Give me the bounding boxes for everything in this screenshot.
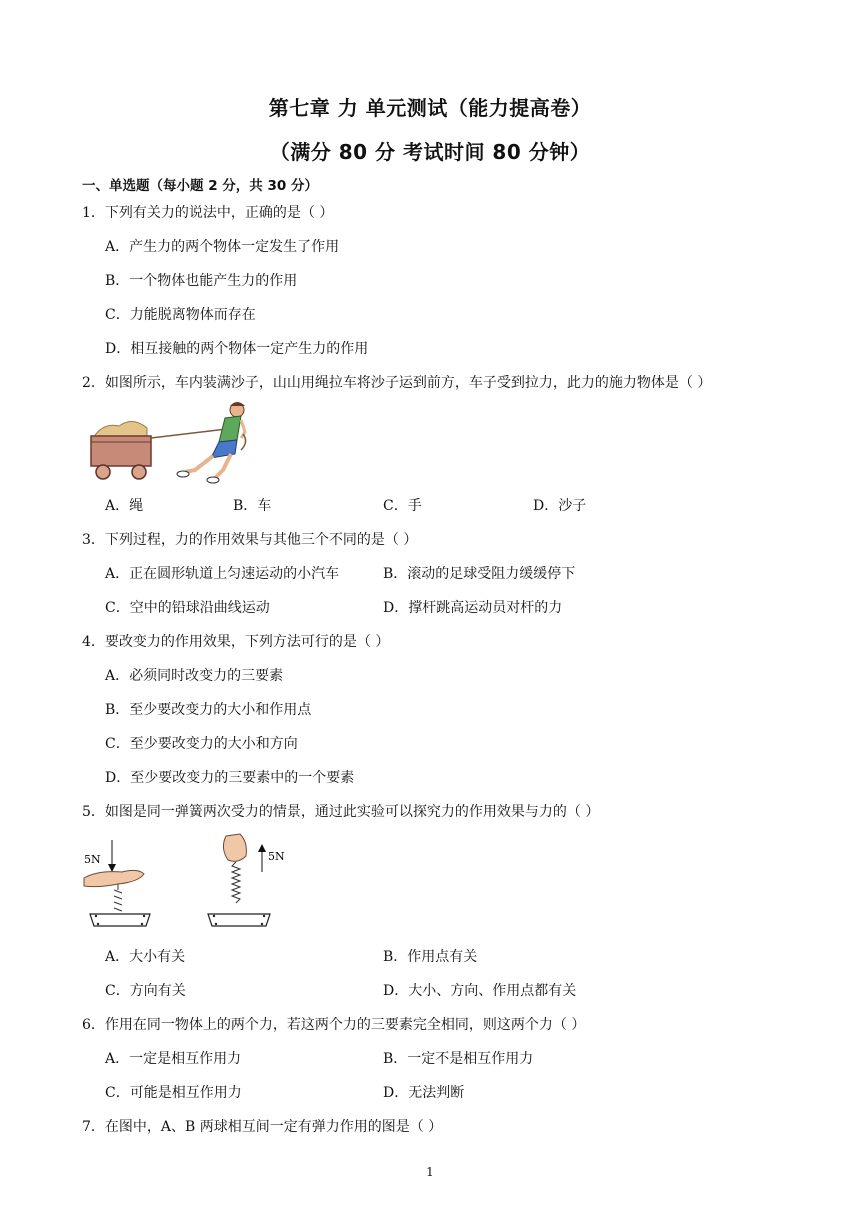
section-heading: 一、单选题（每小题 2 分，共 30 分） — [82, 178, 318, 194]
question-1-stem: 1．下列有关力的说法中，正确的是（ ） — [82, 205, 334, 221]
question-5-option-b: B．作用点有关 — [383, 949, 478, 965]
question-6-option-c: C．可能是相互作用力 — [105, 1085, 242, 1101]
question-3-option-b: B．滚动的足球受阻力缓缓停下 — [383, 566, 576, 582]
page-title: 第七章 力 单元测试（能力提高卷） — [268, 96, 592, 120]
question-5-option-c: C．方向有关 — [105, 983, 186, 999]
question-5-option-a: A．大小有关 — [105, 949, 186, 965]
question-1-option-c: C．力能脱离物体而存在 — [105, 307, 256, 323]
page-subtitle: （满分 80 分 考试时间 80 分钟） — [269, 140, 591, 164]
question-1-option-d: D．相互接触的两个物体一定产生力的作用 — [105, 341, 369, 357]
question-2-option-b: B．车 — [233, 498, 272, 514]
question-1-option-a: A．产生力的两个物体一定发生了作用 — [105, 239, 340, 255]
question-6-option-b: B．一定不是相互作用力 — [383, 1051, 534, 1067]
question-4-stem: 4．要改变力的作用效果，下列方法可行的是（ ） — [82, 634, 390, 650]
question-5-option-d: D．大小、方向、作用点都有关 — [383, 983, 577, 999]
question-7-stem: 7．在图中，A、B 两球相互间一定有弹力作用的图是（ ） — [82, 1119, 443, 1135]
question-6-option-d: D．无法判断 — [383, 1085, 465, 1101]
question-2-option-a: A．绳 — [105, 498, 144, 514]
question-2-option-c: C．手 — [383, 498, 422, 514]
question-5-stem: 5．如图是同一弹簧两次受力的情景，通过此实验可以探究力的作用效果与力的（ ） — [82, 804, 600, 820]
question-6-option-a: A．一定是相互作用力 — [105, 1051, 242, 1067]
question-4-option-b: B．至少要改变力的大小和作用点 — [105, 702, 312, 718]
spring-experiment-figure — [78, 830, 298, 935]
question-3-option-a: A．正在圆形轨道上匀速运动的小汽车 — [105, 566, 340, 582]
question-3-option-c: C．空中的铅球沿曲线运动 — [105, 600, 270, 616]
question-3-stem: 3．下列过程，力的作用效果与其他三个不同的是（ ） — [82, 532, 418, 548]
question-4-option-a: A．必须同时改变力的三要素 — [105, 668, 284, 684]
question-2-stem: 2．如图所示，车内装满沙子，山山用绳拉车将沙子运到前方，车子受到拉力，此力的施力物体是（ ） — [82, 375, 712, 391]
force-label-down: 5N — [84, 853, 101, 866]
question-3-option-d: D．撑杆跳高运动员对杆的力 — [383, 600, 563, 616]
page-number: 1 — [426, 1165, 434, 1179]
question-4-option-c: C．至少要改变力的大小和方向 — [105, 736, 298, 752]
question-1-option-b: B．一个物体也能产生力的作用 — [105, 273, 298, 289]
cart-pulling-figure — [85, 398, 260, 488]
question-2-option-d: D．沙子 — [533, 498, 587, 514]
question-4-option-d: D．至少要改变力的三要素中的一个要素 — [105, 770, 355, 786]
question-6-stem: 6．作用在同一物体上的两个力，若这两个力的三要素完全相同，则这两个力（ ） — [82, 1017, 586, 1033]
force-label-up: 5N — [268, 850, 285, 863]
